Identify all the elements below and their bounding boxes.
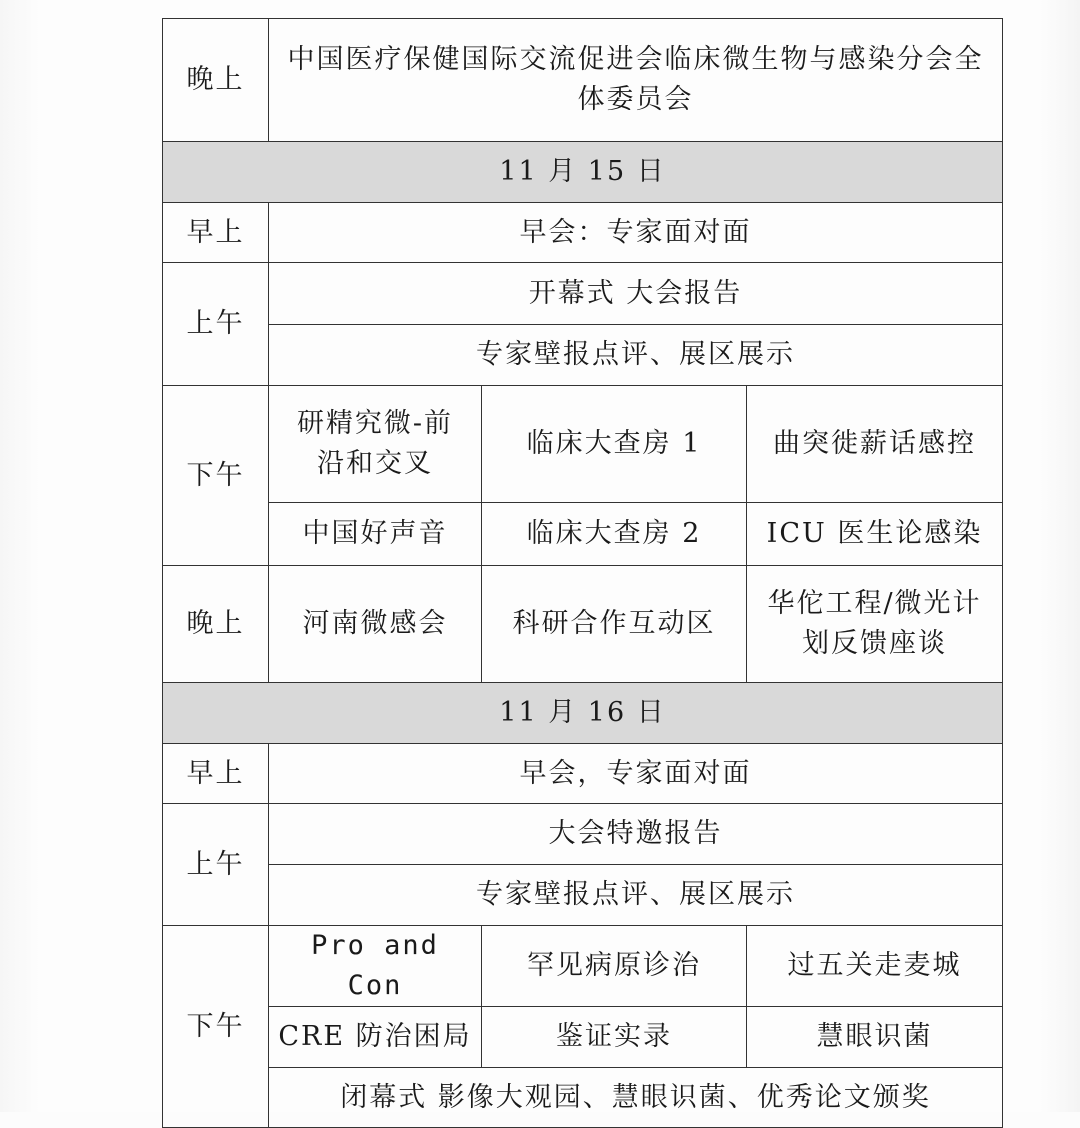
event-cell: 科研合作互动区 — [482, 566, 747, 683]
period-label: 早上 — [163, 744, 269, 804]
table-row — [163, 566, 1003, 683]
event-cell: 早会：专家面对面 — [269, 203, 1003, 263]
event-cell: 曲突徙薪话感控 — [747, 386, 1003, 503]
table-row — [163, 386, 1003, 503]
event-cell: 中国好声音 — [269, 503, 482, 566]
table-row — [163, 1068, 1003, 1128]
table-row — [163, 503, 1003, 566]
date-header: 11 月 16 日 — [163, 683, 1003, 744]
event-cell: Pro and Con — [269, 926, 482, 1007]
period-label: 下午 — [163, 926, 269, 1128]
table-row — [163, 1007, 1003, 1068]
event-cell: 鉴证实录 — [482, 1007, 747, 1068]
event-cell: 早会，专家面对面 — [269, 744, 1003, 804]
event-cell: 慧眼识菌 — [747, 1007, 1003, 1068]
table-row — [163, 19, 1003, 142]
schedule-table — [162, 18, 1003, 1128]
event-cell: 专家壁报点评、展区展示 — [269, 325, 1003, 386]
period-label: 下午 — [163, 386, 269, 566]
event-cell: 开幕式 大会报告 — [269, 263, 1003, 325]
event-cell: 中国医疗保健国际交流促进会临床微生物与感染分会全体委员会 — [269, 19, 1003, 142]
event-cell: 闭幕式 影像大观园、慧眼识菌、优秀论文颁奖 — [269, 1068, 1003, 1128]
event-cell: 研精究微-前沿和交叉 — [269, 386, 482, 503]
period-label: 晚上 — [163, 566, 269, 683]
period-label: 上午 — [163, 263, 269, 386]
table-row — [163, 926, 1003, 1007]
table-row — [163, 683, 1003, 744]
event-cell: 大会特邀报告 — [269, 804, 1003, 865]
table-row — [163, 325, 1003, 386]
period-label: 上午 — [163, 804, 269, 926]
event-cell: CRE 防治困局 — [269, 1007, 482, 1068]
event-cell: 河南微感会 — [269, 566, 482, 683]
event-cell: 过五关走麦城 — [747, 926, 1003, 1007]
event-cell: 华佗工程/微光计划反馈座谈 — [747, 566, 1003, 683]
event-cell: 临床大查房 1 — [482, 386, 747, 503]
date-header: 11 月 15 日 — [163, 142, 1003, 203]
event-cell: 临床大查房 2 — [482, 503, 747, 566]
event-cell: ICU 医生论感染 — [747, 503, 1003, 566]
table-row — [163, 203, 1003, 263]
event-cell: 罕见病原诊治 — [482, 926, 747, 1007]
table-row — [163, 865, 1003, 926]
table-row — [163, 744, 1003, 804]
period-label: 早上 — [163, 203, 269, 263]
table-row — [163, 263, 1003, 325]
table-row — [163, 804, 1003, 865]
event-cell: 专家壁报点评、展区展示 — [269, 865, 1003, 926]
table-row — [163, 142, 1003, 203]
period-label: 晚上 — [163, 19, 269, 142]
